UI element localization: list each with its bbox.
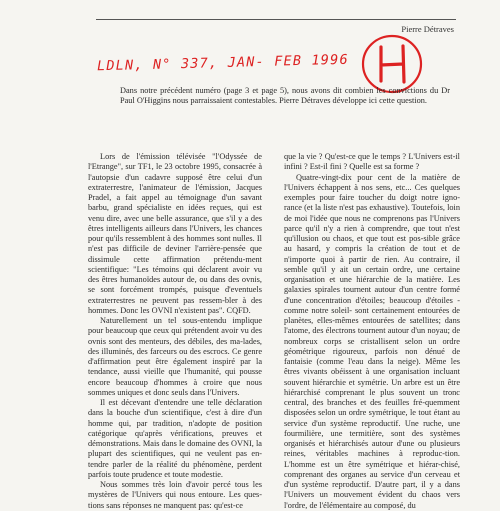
right-column xyxy=(284,152,460,511)
header-rule xyxy=(96,19,456,20)
paragraph: Lors de l'émission télévisée "l'Odyssée de l'Etrange", sur TF1, le 23 octobre 1995, consacrée à l'autopsie d'un cadavre supposé être celui d'un extraterrestre, l'animateur de l'émission, Jacques Pradel, a fait appel au témoignage d'un savant barbu, grand spécialiste en idées reçues, qui est venu dire, avec une belle assurance, que s'il y a des êtres intelligents ailleurs dans l'Univers, les chances pour qu'ils ressemblent à des hommes sont nulles. Il n'est pas difficile de deviner l'arrière-pensée que dissimule cette affirmation prétendu-ment scientifique: "Les témoins qui déclarent avoir vu des êtres humanoïdes autour de, ou dans des ovnis, se sont forcément trompés, puisque d'eventuels extraterrestres ne peuvent pas ressem-bler à des hommes. Donc les OVNI n'existent pas". CQFD. xyxy=(88,152,262,315)
handwritten-annotation: LDLN, N° 337, JAN- FEB 1996 xyxy=(96,51,350,75)
paragraph: Naturellement un tel sous-entendu implique pour beaucoup que ceux qui prétendent avoir vu des ovnis sont des menteurs, des débiles, des ma-lades, des illuminés, des farceurs ou des escrocs. Ce genre d'affirmation peut être également inspiré par la tendance, aussi vieille que l'humanité, qui pousse encore beaucoup d'hommes à croire que nous sommes uniques et donc seuls dans l'Univers. xyxy=(88,316,262,397)
paragraph: Quatre-vingt-dix pour cent de la matière de l'Univers échappent à nos sens, etc... Ces quelques exemples pour faire toucher du doigt notre igno-rance (et la liste n'est pas exhaustive). Toutefois, loin de moi l'idée que nous ne comprenons pas l'Univers parce qu'il n'y a rien à comprendre, que tout n'est qu'illusion ou chaos, et que tout est pos-sible grâce au hasard, y compris la création de tout et de n'importe quoi à partir de rien. Au contraire, il semble qu'il y ait un certain ordre, une certaine organisation et une hiérarchie de la matière. Les galaxies spirales tournent autour d'un centre formé d'une concentration d'étoiles; beaucoup d'étoiles - comme notre soleil- sont certainement entourées de planètes, elles-mêmes entourées de satellites; dans l'atome, des électrons tournent autour d'un noyau; de nombreux corps se cristallisent selon un ordre géométrique rigoureux, parfois non dénué de fantaisie (comme l'eau dans la neige). Même les êtres vivants obéissent à une organisation incluant souvent hiérarchie et symétrie. Un arbre est un être hiérarchisé comprenant le plus souvent un tronc central, des branches et des feuilles fré-quemment disposées selon un ordre symétrique, le tout étant au service d'un système reproductif. Une ruche, une fourmilière, une termitière, sont des systèmes organisés et hiérarchisés autour d'une ou plusieurs reines, véritables machines à reproduc-tion. L'homme est un être symétrique et hiérar-chisé, comprenant des organes au service d'un cerveau et d'un système reproductif. D'autre part, il y a dans l'Univers un mouvement évident du chaos vers l'ordre, de l'élémentaire au composé, du xyxy=(284,172,460,510)
intro-paragraph: Dans notre précédent numéro (page 3 et page 5), nous avons dit combien les convictions du Dr Paul O'Higgins nous parraissaient contestables. Pierre Détraves développe ici cette question. xyxy=(120,86,450,105)
paragraph: Il est décevant d'entendre une telle déclaration dans la bouche d'un scientifique, c'est à dire d'un homme qui, par tradition, n'adopte de position catégorique qu'après vérifications, preuves et démonstrations. Mais dans le domaine des OVNI, la plupart des scientifiques, qui ne veulent pas en-tendre parler de la réalité du phénomène, perdent parfois toute prudence et toute modestie. xyxy=(88,398,262,479)
paragraph: que la vie ? Qu'est-ce que le temps ? L'Univers est-il infini ? Est-il fini ? Quelle est sa forme ? xyxy=(284,152,460,172)
left-column xyxy=(88,152,262,511)
paragraph: Nous sommes très loin d'avoir percé tous les mystères de l'Univers qui nous entoure. Les ques-tions sans réponses ne manquent pas: qu'est-ce xyxy=(88,480,262,510)
author-name: Pierre Détraves xyxy=(401,24,454,34)
